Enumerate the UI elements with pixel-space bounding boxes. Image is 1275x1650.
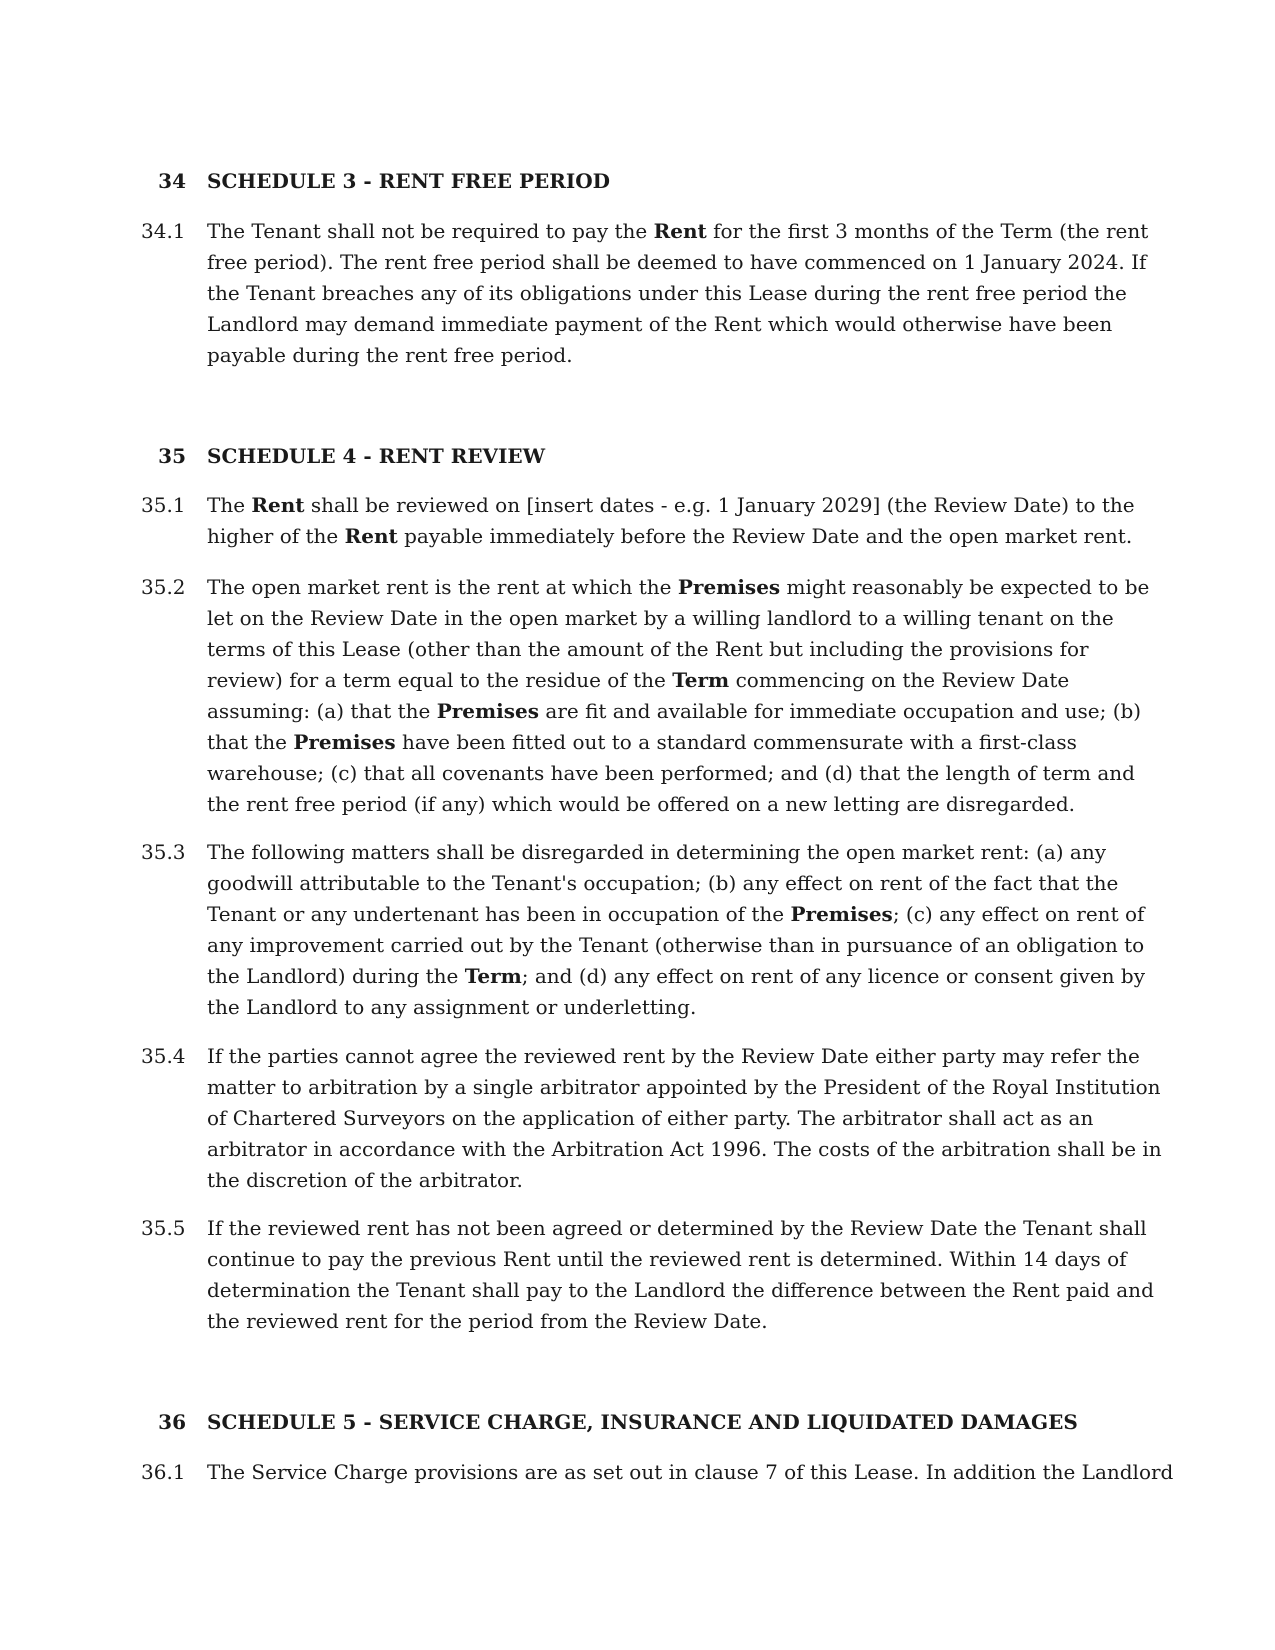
clause-number: 36.1 <box>141 1460 186 1484</box>
text-line: The Tenant shall not be required to pay the Rent for the first 3 months of the Term (the rent <box>207 219 1149 243</box>
text-line: free period). The rent free period shall be deemed to have commenced on 1 January 2024. If <box>207 250 1147 274</box>
text-line: goodwill attributable to the Tenant's occupation; (b) any effect on rent of the fact that the <box>207 871 1119 895</box>
defined-term: Rent <box>653 219 707 243</box>
section-title: SCHEDULE 3 - RENT FREE PERIOD <box>207 169 610 193</box>
clause-text <box>207 216 1149 371</box>
text-line: payable during the rent free period. <box>207 343 573 367</box>
text-line: that the Premises have been fitted out to a standard commensurate with a first-class <box>207 730 1077 754</box>
text-line: the rent free period (if any) which would be offered on a new letting are disregarded. <box>207 792 1075 816</box>
text-line: matter to arbitration by a single arbitrator appointed by the President of the Royal Institution <box>207 1075 1161 1099</box>
clause-number: 35.2 <box>141 575 186 599</box>
text-line: arbitrator in accordance with the Arbitration Act 1996. The costs of the arbitration shall be in <box>207 1137 1162 1161</box>
text-line: warehouse; (c) that all covenants have been performed; and (d) that the length of term and <box>207 761 1135 785</box>
clause-number: 35.3 <box>141 840 186 864</box>
clause-text <box>207 1457 1174 1488</box>
clause-text <box>207 572 1150 820</box>
text-line: let on the Review Date in the open market by a willing landlord to a willing tenant on the <box>207 606 1114 630</box>
text-line: continue to pay the previous Rent until the reviewed rent is determined. Within 14 days of <box>207 1247 1127 1271</box>
defined-term: Premises <box>790 902 893 926</box>
section-title: SCHEDULE 5 - SERVICE CHARGE, INSURANCE AND LIQUIDATED DAMAGES <box>207 1410 1078 1434</box>
text-line: of Chartered Surveyors on the application of either party. The arbitrator shall act as an <box>207 1106 1094 1130</box>
clause-text <box>207 490 1135 552</box>
text-line: Tenant or any undertenant has been in occupation of the Premises; (c) any effect on rent of <box>207 902 1145 926</box>
clause-number: 35.1 <box>141 493 186 517</box>
text-line: The Rent shall be reviewed on [insert dates - e.g. 1 January 2029] (the Review Date) to the <box>207 493 1135 517</box>
clause-text <box>207 837 1145 1023</box>
text-line: review) for a term equal to the residue of the Term commencing on the Review Date <box>207 668 1070 692</box>
clause-number: 34.1 <box>141 219 186 243</box>
text-line: the Landlord) during the Term; and (d) any effect on rent of any licence or consent given by <box>207 964 1145 988</box>
text-line: Landlord may demand immediate payment of the Rent which would otherwise have been <box>207 312 1113 336</box>
defined-term: Premises <box>293 730 396 754</box>
text-line: If the parties cannot agree the reviewed rent by the Review Date either party may refer the <box>207 1044 1140 1068</box>
text-line: the discretion of the arbitrator. <box>207 1168 523 1192</box>
text-line: assuming: (a) that the Premises are fit and available for immediate occupation and use; (b) <box>207 699 1142 723</box>
section-number: 35 <box>158 444 186 468</box>
clause-text <box>207 1041 1162 1196</box>
defined-term: Term <box>672 668 730 692</box>
defined-term: Rent <box>344 524 398 548</box>
text-line: determination the Tenant shall pay to the Landlord the difference between the Rent paid and <box>207 1278 1154 1302</box>
clause-number: 35.5 <box>141 1216 186 1240</box>
text-line: terms of this Lease (other than the amount of the Rent but including the provisions for <box>207 637 1089 661</box>
defined-term: Premises <box>677 575 781 599</box>
text-line: If the reviewed rent has not been agreed or determined by the Review Date the Tenant shall <box>207 1216 1147 1240</box>
text-line: the Tenant breaches any of its obligations under this Lease during the rent free period the <box>207 281 1127 305</box>
text-line: higher of the Rent payable immediately before the Review Date and the open market rent. <box>207 524 1133 548</box>
text-line: The Service Charge provisions are as set out in clause 7 of this Lease. In addition the Landlord <box>207 1460 1174 1484</box>
defined-term: Premises <box>436 699 540 723</box>
section-number: 34 <box>158 169 186 193</box>
section-title: SCHEDULE 4 - RENT REVIEW <box>207 444 546 468</box>
defined-term: Rent <box>251 493 305 517</box>
section-number: 36 <box>158 1410 186 1434</box>
text-line: The open market rent is the rent at which the Premises might reasonably be expected to be <box>207 575 1150 599</box>
clause-text <box>207 1213 1154 1337</box>
text-line: The following matters shall be disregarded in determining the open market rent: (a) any <box>207 840 1107 864</box>
text-line: the reviewed rent for the period from the Review Date. <box>207 1309 768 1333</box>
text-line: the Landlord to any assignment or underletting. <box>207 995 697 1019</box>
defined-term: Term <box>464 964 522 988</box>
text-line: any improvement carried out by the Tenant (otherwise than in pursuance of an obligation to <box>207 933 1145 957</box>
clause-number: 35.4 <box>141 1044 186 1068</box>
